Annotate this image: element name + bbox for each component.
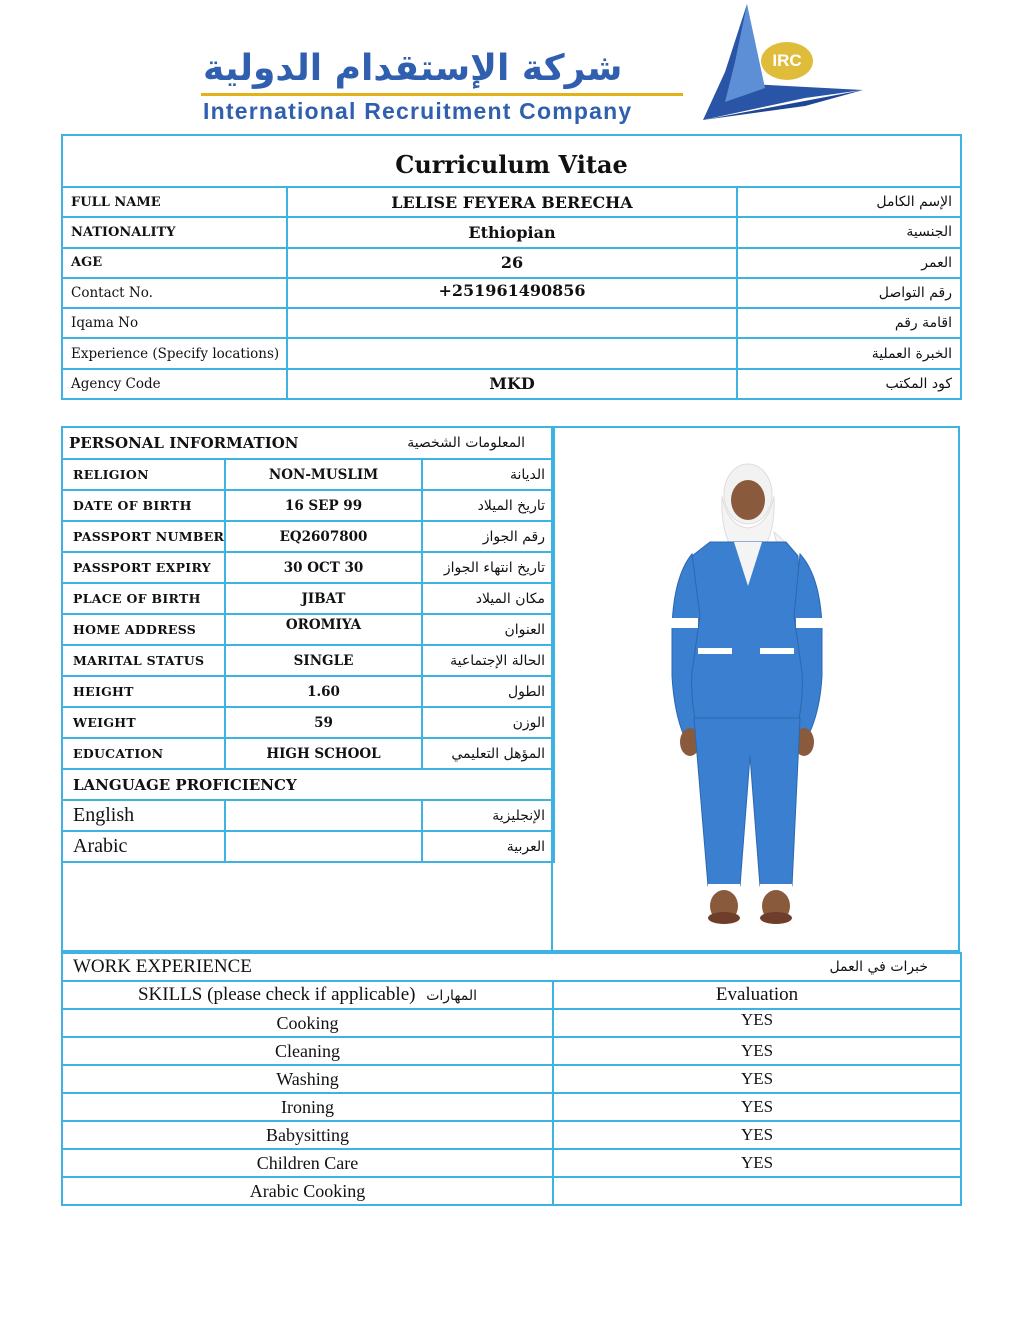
- skill-name: Arabic Cooking: [62, 1177, 553, 1205]
- skill-name: Cooking: [62, 1009, 553, 1037]
- cv-row-experience: [62, 338, 961, 368]
- personal-label: PASSPORT NUMBER: [62, 521, 225, 552]
- skill-name: Children Care: [62, 1149, 553, 1177]
- personal-value: OROMIYA: [225, 614, 422, 645]
- personal-row-religion: [62, 459, 554, 490]
- cv-label: Iqama No: [62, 308, 287, 338]
- skill-name: Babysitting: [62, 1121, 553, 1149]
- personal-arabic-label: مكان الميلاد: [422, 583, 554, 614]
- language-proficiency-header: LANGUAGE PROFICIENCY: [62, 769, 554, 800]
- personal-arabic-label: المؤهل التعليمي: [422, 738, 554, 769]
- personal-value: 59: [225, 707, 422, 738]
- cv-label: NATIONALITY: [62, 217, 287, 247]
- personal-row-passport-number: [62, 521, 554, 552]
- language-row-english: [62, 800, 554, 831]
- personal-value: NON-MUSLIM: [225, 459, 422, 490]
- skill-evaluation: YES: [553, 1037, 961, 1065]
- personal-value: 16 SEP 99: [225, 490, 422, 521]
- cv-value: [287, 338, 737, 368]
- language-row-arabic: [62, 831, 554, 862]
- skill-row: [62, 1065, 961, 1093]
- personal-row-dob: [62, 490, 554, 521]
- personal-label: MARITAL STATUS: [62, 645, 225, 676]
- personal-arabic-label: الطول: [422, 676, 554, 707]
- skills-header-label: SKILLS (please check if applicable): [137, 984, 416, 1005]
- skill-evaluation: [553, 1177, 961, 1205]
- cv-value: 26: [287, 248, 737, 278]
- skill-evaluation: YES: [553, 1121, 961, 1149]
- cv-row-iqama: [62, 308, 961, 338]
- skill-row: [62, 1121, 961, 1149]
- personal-arabic-label: الوزن: [422, 707, 554, 738]
- cv-row-agency-code: [62, 369, 961, 399]
- skill-evaluation: YES: [553, 1065, 961, 1093]
- personal-label: HEIGHT: [62, 676, 225, 707]
- work-experience-table: [61, 952, 962, 1206]
- personal-arabic-label: رقم الجواز: [422, 521, 554, 552]
- evaluation-header: Evaluation: [553, 981, 961, 1009]
- cv-value: [287, 308, 737, 338]
- cv-arabic-label: الخبرة العملية: [737, 338, 961, 368]
- cv-table: [61, 134, 962, 400]
- skill-name: Ironing: [62, 1093, 553, 1121]
- cv-arabic-label: العمر: [737, 248, 961, 278]
- skill-row: [62, 1037, 961, 1065]
- personal-label: WEIGHT: [62, 707, 225, 738]
- personal-value: SINGLE: [225, 645, 422, 676]
- logo-english-name: International Recruitment Company: [203, 98, 633, 124]
- personal-arabic-label: تاريخ الميلاد: [422, 490, 554, 521]
- logo-badge: IRC: [761, 42, 813, 80]
- personal-row-education: [62, 738, 554, 769]
- cv-value: Ethiopian: [287, 217, 737, 247]
- personal-label: HOME ADDRESS: [62, 614, 225, 645]
- personal-value: JIBAT: [225, 583, 422, 614]
- personal-label: PLACE OF BIRTH: [62, 583, 225, 614]
- personal-info-table: [61, 426, 555, 863]
- cv-label: Contact No.: [62, 278, 287, 308]
- cv-row-full-name: [62, 187, 961, 217]
- skill-name: Washing: [62, 1065, 553, 1093]
- skill-evaluation: YES: [553, 1093, 961, 1121]
- personal-row-marital-status: [62, 645, 554, 676]
- personal-row-height: [62, 676, 554, 707]
- skill-name: Cleaning: [62, 1037, 553, 1065]
- language-value: [225, 831, 422, 862]
- personal-arabic-label: الديانة: [422, 459, 554, 490]
- personal-row-home-address: [62, 614, 554, 645]
- skill-row: [62, 1093, 961, 1121]
- skill-evaluation: YES: [553, 1149, 961, 1177]
- personal-arabic-label: العنوان: [422, 614, 554, 645]
- cv-row-age: [62, 248, 961, 278]
- skills-header-arabic: المهارات: [426, 988, 478, 1004]
- cv-arabic-label: رقم التواصل: [737, 278, 961, 308]
- personal-value: HIGH SCHOOL: [225, 738, 422, 769]
- cv-arabic-label: كود المكتب: [737, 369, 961, 399]
- cv-label: Agency Code: [62, 369, 287, 399]
- skill-row: [62, 1149, 961, 1177]
- cv-value: LELISE FEYERA BERECHA: [287, 187, 737, 217]
- personal-row-place-of-birth: [62, 583, 554, 614]
- personal-value: 1.60: [225, 676, 422, 707]
- cv-row-nationality: [62, 217, 961, 247]
- cv-label: Experience (Specify locations): [62, 338, 287, 368]
- personal-info-header: PERSONAL INFORMATION: [62, 427, 422, 459]
- logo-arabic-name: شركة الإستقدام الدولية: [203, 48, 623, 89]
- personal-value: 30 OCT 30: [225, 552, 422, 583]
- language-value: [225, 800, 422, 831]
- language-label: English: [62, 800, 225, 831]
- personal-row-weight: [62, 707, 554, 738]
- work-experience-header-arabic: خبرات في العمل: [553, 953, 961, 981]
- candidate-photo: [560, 436, 952, 942]
- personal-arabic-label: تاريخ انتهاء الجواز: [422, 552, 554, 583]
- language-arabic-label: العربية: [422, 831, 554, 862]
- logo-gold-line: [201, 93, 683, 96]
- personal-arabic-label: الحالة الإجتماعية: [422, 645, 554, 676]
- personal-label: EDUCATION: [62, 738, 225, 769]
- personal-label: DATE OF BIRTH: [62, 490, 225, 521]
- cv-value: MKD: [287, 369, 737, 399]
- language-label: Arabic: [62, 831, 225, 862]
- page-title: Curriculum Vitae: [62, 135, 961, 187]
- cv-label: FULL NAME: [62, 187, 287, 217]
- personal-label: PASSPORT EXPIRY: [62, 552, 225, 583]
- personal-row-passport-expiry: [62, 552, 554, 583]
- skills-header: [62, 981, 553, 1009]
- cv-row-contact: [62, 278, 961, 308]
- company-logo: [195, 0, 875, 130]
- work-experience-header: WORK EXPERIENCE: [62, 953, 553, 981]
- cv-value: +251961490856: [287, 278, 737, 308]
- cv-arabic-label: الإسم الكامل: [737, 187, 961, 217]
- language-arabic-label: الإنجليزية: [422, 800, 554, 831]
- personal-value: EQ2607800: [225, 521, 422, 552]
- cv-arabic-label: اقامة رقم: [737, 308, 961, 338]
- skill-row: [62, 1009, 961, 1037]
- personal-label: RELIGION: [62, 459, 225, 490]
- skill-row: [62, 1177, 961, 1205]
- cv-label: AGE: [62, 248, 287, 278]
- personal-info-header-arabic: المعلومات الشخصية: [422, 427, 554, 459]
- cv-arabic-label: الجنسية: [737, 217, 961, 247]
- skill-evaluation: YES: [553, 1009, 961, 1037]
